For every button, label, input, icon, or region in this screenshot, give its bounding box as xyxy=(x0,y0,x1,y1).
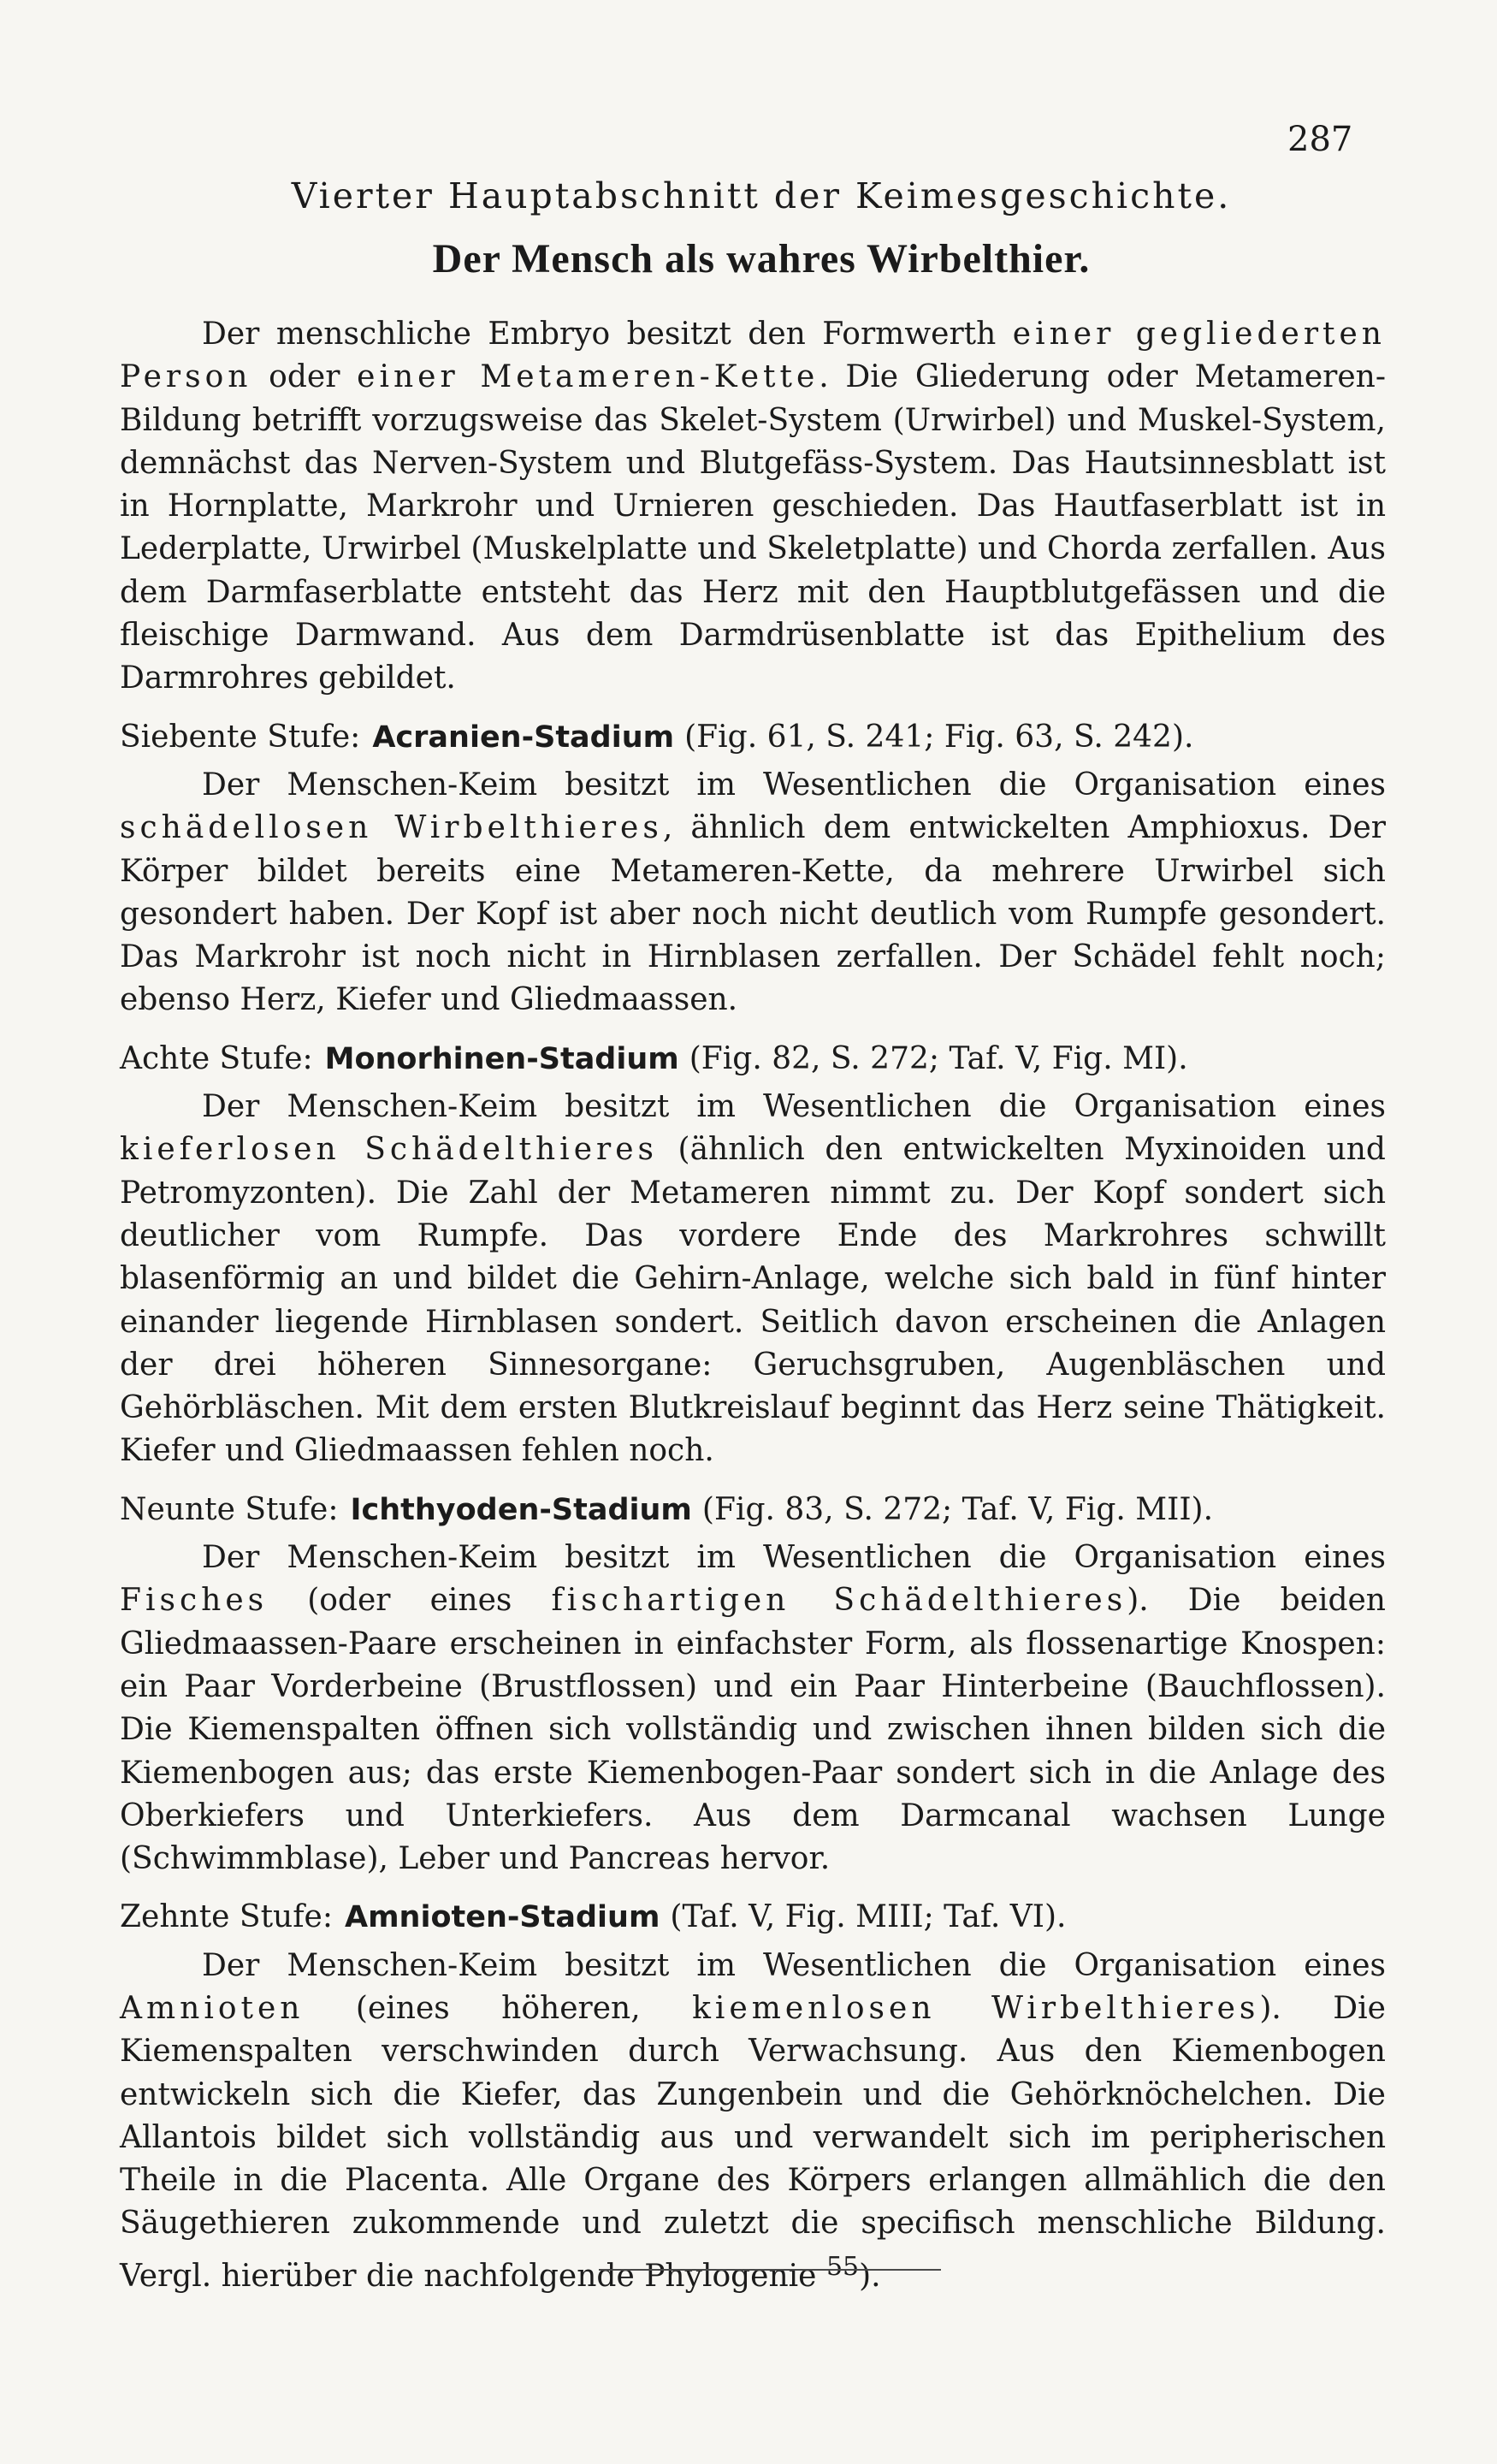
stage-heading-10: Zehnte Stufe: Amnioten-Stadium (Taf. V, Fig. MIII; Taf. VI). xyxy=(120,1899,1067,1935)
stage-name-10: Amnioten-Stadium xyxy=(344,1900,660,1935)
stage-paragraph-10: Der Menschen-Keim besitzt im Wesentlichen die Organisation eines Amnioten (eines höheren, kiemenlosen Wirbelthieres). Die Kiemenspalten verschwinden durch Verwachsung. Aus den Kiemenbogen entwickeln sich die Kiefer, das Zungenbein und die Gehörknöchelchen. Die Allantois bildet sich vollständig aus und verwandelt sich im peripherischen Theile in die Placenta. Alle Organe des Körpers erlangen allmählich die den Säugethieren zukommende und zuletzt die specifisch menschliche Bildung. Vergl. hierüber die nachfolgende Phylogenie $^{55}$). xyxy=(120,1947,1386,2294)
stage-paragraph-9: Der Menschen-Keim besitzt im Wesentlichen die Organisation eines Fisches (oder eines fischartigen Schädelthieres). Die beiden Gliedmaassen-Paare erscheinen in einfachster Form, als flossenartige Knospen: ein Paar Vorderbeine (Brustflossen) und ein Paar Hinterbeine (Bauchflossen). Die Kiemenspalten öffnen sich vollständig und zwischen ihnen bilden sich die Kiemenbogen aus; das erste Kiemenbogen-Paar sondert sich in die Anlage des Oberkiefers und Unterkiefers. Aus dem Darmcanal wachsen Lunge (Schwimmblase), Leber und Pancreas hervor. xyxy=(120,1540,1386,1877)
section-heading: Vierter Hauptabschnitt der Keimesgeschichte. xyxy=(291,175,1232,216)
stage-paragraph-7: Der Menschen-Keim besitzt im Wesentlichen die Organisation eines schädellosen Wirbelthieres, ähnlich dem entwickelten Amphioxus. Der Körper bildet bereits eine Metameren-Kette, da mehrere Urwirbel sich gesondert haben. Der Kopf ist aber noch nicht deutlich vom Rumpfe gesondert. Das Markrohr ist noch nicht in Hirnblasen zerfallen. Der Schädel fehlt noch; ebenso Herz, Kiefer und Gliedmaassen. xyxy=(120,767,1386,1018)
chapter-title: Der Mensch als wahres Wirbelthier. xyxy=(432,236,1091,281)
body-text xyxy=(120,313,1386,2298)
stage-heading-7: Siebente Stufe: Acranien-Stadium (Fig. 61, S. 241; Fig. 63, S. 242). xyxy=(120,719,1194,755)
footnote-marker: 55 xyxy=(825,2251,860,2282)
stage-heading-8: Achte Stufe: Monorhinen-Stadium (Fig. 82, S. 272; Taf. V, Fig. MI). xyxy=(120,1040,1188,1076)
stage-name-8: Monorhinen-Stadium xyxy=(324,1041,679,1076)
page-number: 287 xyxy=(1287,120,1353,159)
stage-paragraph-8: Der Menschen-Keim besitzt im Wesentlichen die Organisation eines kieferlosen Schädelthieres (ähnlich den entwickelten Myxinoiden und Petromyzonten). Die Zahl der Metameren nimmt zu. Der Kopf sondert sich deutlicher vom Rumpfe. Das vordere Ende des Markrohres schwillt blasenförmig an und bildet die Gehirn-Anlage, welche sich bald in fünf hinter einander liegende Hirnblasen sondert. Seitlich davon erscheinen die Anlagen der drei höheren Sinnesorgane: Geruchsgruben, Augenbläschen und Gehörbläschen. Mit dem ersten Blutkreislauf beginnt das Herz seine Thätigkeit. Kiefer und Gliedmaassen fehlen noch. xyxy=(120,1089,1386,1469)
intro-paragraph: Der menschliche Embryo besitzt den Formwerth einer gegliederten Person oder einer Metameren-Kette. Die Gliederung oder Metameren-Bildung betrifft vorzugsweise das Skelet-System (Urwirbel) und Muskel-System, demnächst das Nerven-System und Blutgefäss-System. Das Hautsinnesblatt ist in Hornplatte, Markrohr und Urnieren geschieden. Das Hautfaserblatt ist in Lederplatte, Urwirbel (Muskelplatte und Skeletplatte) und Chorda zerfallen. Aus dem Darmfaserblatte entsteht das Herz mit den Hauptblutgefässen und die fleischige Darmwand. Aus dem Darmdrüsenblatte ist das Epithelium des Darmrohres gebildet. xyxy=(120,317,1386,696)
stage-name-7: Acranien-Stadium xyxy=(372,720,675,755)
chapter-heading xyxy=(120,175,1403,282)
stage-name-9: Ichthyoden-Stadium xyxy=(350,1492,692,1527)
footer-rule xyxy=(599,2269,941,2271)
stage-heading-9: Neunte Stufe: Ichthyoden-Stadium (Fig. 83, S. 272; Taf. V, Fig. MII). xyxy=(120,1491,1214,1527)
